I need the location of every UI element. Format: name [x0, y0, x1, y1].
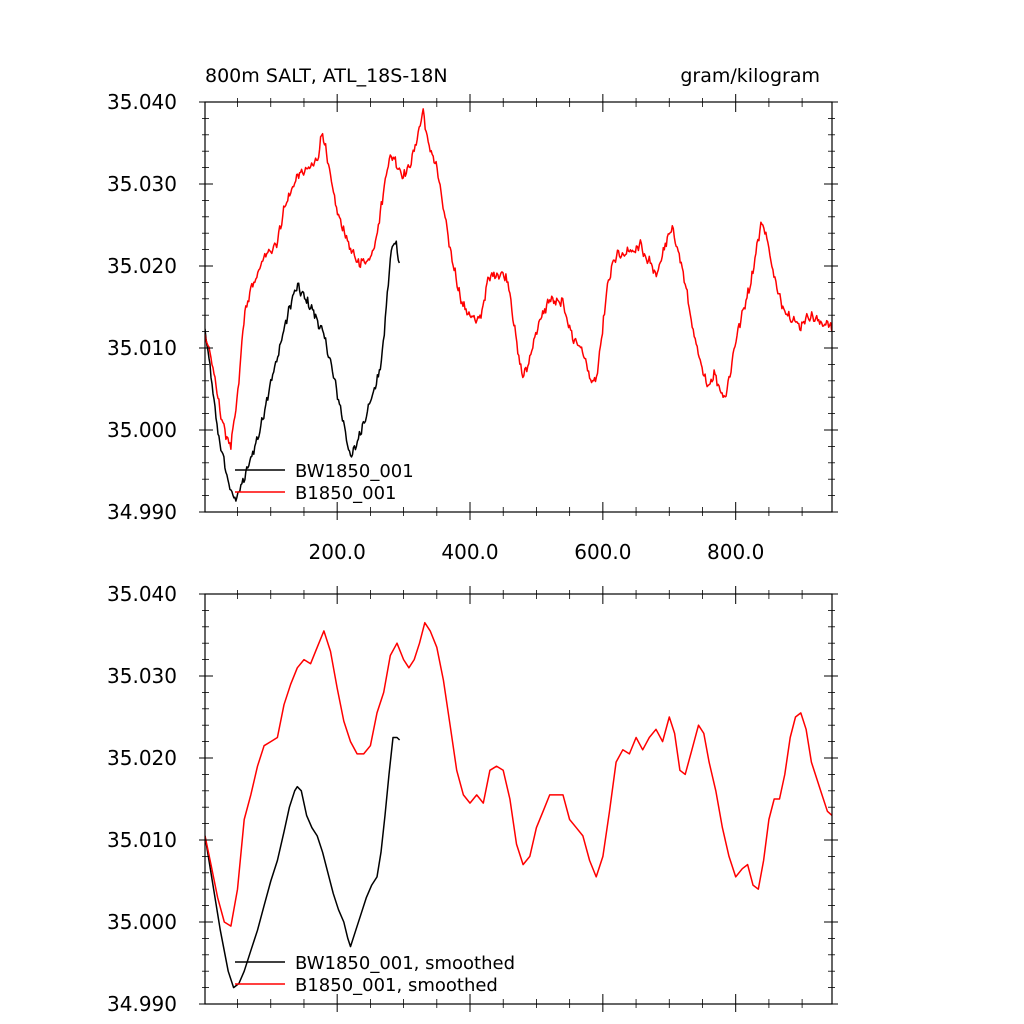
legend-label: BW1850_001, smoothed	[295, 953, 516, 974]
chart-units: gram/kilogram	[680, 65, 820, 87]
x-tick-label: 800.0	[707, 540, 765, 564]
series-line-1	[205, 109, 832, 449]
plot-frame	[205, 102, 832, 512]
plot-frame	[205, 594, 832, 1004]
x-tick-label: 200.0	[308, 540, 366, 564]
top-panel	[107, 65, 838, 564]
legend-label: B1850_001, smoothed	[295, 975, 498, 996]
y-tick-label: 35.040	[107, 582, 177, 606]
series-line-1	[205, 623, 832, 926]
y-tick-label: 34.990	[107, 500, 177, 524]
y-tick-label: 35.020	[107, 746, 177, 770]
series-line-0	[205, 738, 400, 988]
chart-title: 800m SALT, ATL_18S-18N	[205, 65, 448, 87]
y-tick-label: 35.000	[107, 418, 177, 442]
legend-label: BW1850_001	[295, 461, 414, 482]
y-tick-label: 35.000	[107, 910, 177, 934]
y-tick-label: 34.990	[107, 992, 177, 1016]
y-tick-label: 35.030	[107, 664, 177, 688]
bottom-panel	[107, 582, 838, 1016]
y-tick-label: 35.040	[107, 90, 177, 114]
y-tick-label: 35.030	[107, 172, 177, 196]
x-tick-label: 600.0	[574, 540, 632, 564]
legend-label: B1850_001	[295, 483, 397, 504]
y-tick-label: 35.020	[107, 254, 177, 278]
x-tick-label: 400.0	[441, 540, 499, 564]
y-tick-label: 35.010	[107, 828, 177, 852]
y-tick-label: 35.010	[107, 336, 177, 360]
